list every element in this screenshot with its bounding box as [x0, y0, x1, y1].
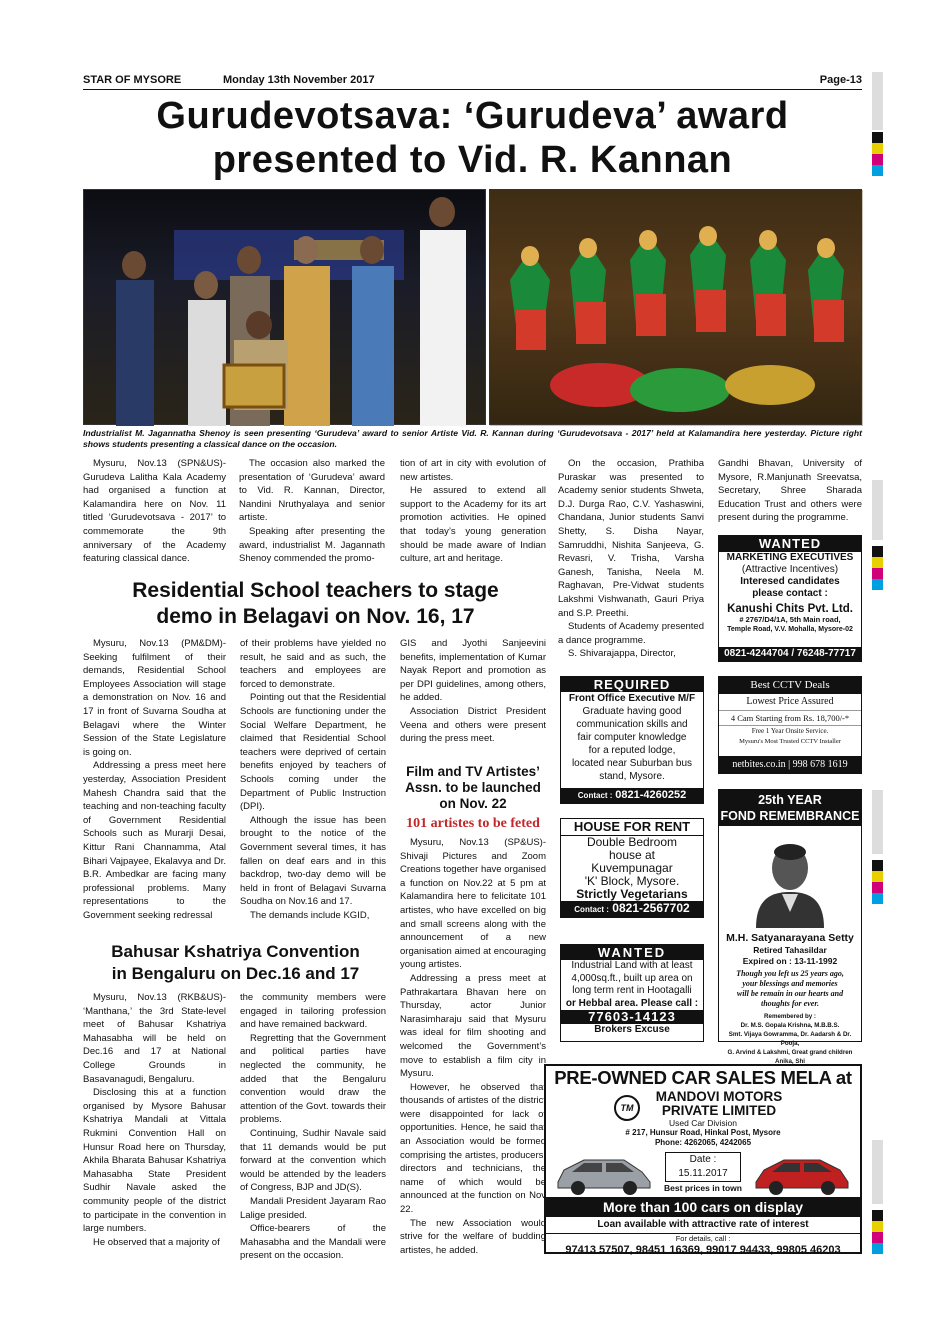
lead-col-5: Gandhi Bhavan, University of Mysore, R.Manjunath Sreevatsa, Secretary, Shree Sharada Education Trust and others were present during the programme.: [718, 458, 862, 524]
film-body: Mysuru, Nov.13 (SP&US)- Shivaji Pictures and Zoom Creations together have organised a function on Nov.22 at 5 pm at Kalamandira here to felicitate 101 artistes, who have excelled on big and small screens along with the announcement of a new organisation aimed at encouraging young artistes. Addressing a press meet at Pathrakartara Bhavan here on Thursday, actor Junior Narasimharaju said that Mysuru was ideal for film shooting and welcomed the Government’s move to establish a film city in Mysuru. However, he observed that thousands of artistes of the district were disappointed for lack of opportunities. Hence, he said that an Association would be formed comprising the artistes, producers, directors and technicians, the name of which would be announced at the function on Nov 22. The new Association would strive for the welfare of budding artistes, he added.: [400, 837, 546, 1256]
page-number: Page-13: [819, 74, 862, 86]
gray-margin-strip: [872, 72, 883, 130]
gray-margin-strip: [872, 790, 883, 854]
bahusar-col-1: Mysuru, Nov.13 (RKB&US)- ‘Manthana,’ the 3rd State-level meet of Bahusar Kshatriya Mahasabha will be held on Dec.16 and 17 at National College Grounds in Basavanagudi, Bengaluru. Disclosing this at a function organised by Mysore Bahusar Kshatriya Mandali at Vittala Rukmini Convention Hall on Hunsur Road here on Thursday, Akhila Bharata Bahusar Kshatriya Mahasabha State President Sudhir Navale asked the community people of the district to participate in the convention in large numbers. He observed that a majority of: [83, 992, 226, 1248]
lead-col-1: Mysuru, Nov.13 (SPN&US)- Gurudeva Lalitha Kala Academy had organised a function at Kalamandira here on Nov. 11 titled ‘Gurudevotsava - 2017’ to commemorate the 9th anniversary of the Academy featuring classical dance.: [83, 458, 226, 565]
film-headline: Film and TV Artistes’ Assn. to be launched on Nov. 22: [405, 764, 541, 811]
ad-remembrance: 25th YEAR FOND REMEMBRANCE M.H. Satyanarayana Setty Retired Tahasildar Expired on : 13-11-1992 Though you left us 25 years ago, your blessings and memories will be remain in our hearts and thoughts for ever. Remembered by : Dr. M.S. Gopala Krishna, M.B.B.S. Smt. Vijaya Gowramma, Dr. Aadarsh & Dr. Pooja, G. Arvind & Lakshmi, Great grand children Anika, Shi: [718, 789, 862, 1042]
gray-margin-strip: [872, 480, 883, 540]
car-left-art: [554, 1152, 654, 1196]
photo-caption: Industrialist M. Jagannatha Shenoy is seen presenting ‘Gurudeva’ award to senior Artiste Vid. R. Kannan during ‘Gurudevotsava - 2017’ held at Kalamandira here yesterday. Picture right shows students presenting a classical dance on the occasion.: [83, 428, 862, 449]
ad-house-for-rent: HOUSE FOR RENT Double Bedroom house at Kuvempunagar 'K' Block, Mysore. Strictly Vegetarians Contact : 0821-2567702: [560, 818, 704, 918]
ad-wanted-land: WANTED Industrial Land with at least 4,000sq.ft., built up area on long term rent in Hootagalli or Hebbal area. Please call : 77603-14123 Brokers Excuse: [560, 944, 704, 1042]
paper-name: STAR OF MYSORE: [83, 74, 182, 86]
color-bar-low: [872, 860, 883, 904]
award-photo: [83, 189, 486, 425]
ad-mandovi-motors: PRE-OWNED CAR SALES MELA at TM MANDOVI MOTORS PRIVATE LIMITED Used Car Division # 217, Hunsur Road, Hinkal Post, Mysore Phone: 4262065, 4242065 Date : 15.11.2017 Best prices in town More than 100 cars on display Loan available with attractive rate of interest For details, call : 97413 57507, 98451 16369, 99017 94433, 99805 46203: [544, 1064, 862, 1254]
car-right: [752, 1152, 852, 1196]
bahusar-col-2: the community members were engaged in tailoring profession and have remained backward. Regretting that the Government and political parties have neglected the community, he added that the Bengaluru convention would draw the attention of the Govt. towards their problems. Continuing, Sudhir Navale said that 11 demands would be put forward at the convention which would be attended by the leaders of Congress, BJP and JD(S). Mandali President Jayaram Rao Lalige presided. Office-bearers of the Mahasabha and the Mandali were present on the occasion.: [240, 992, 386, 1262]
lead-col-2: The occasion also marked the presentation of ‘Gurudeva’ award to Vid. R. Kannan, Director, Nandini Nruthyalaya and senior artiste. Speaking after presenting the award, industrialist M. Jagannath Shenoy commended the promo-: [239, 458, 385, 565]
portrait-art: [742, 832, 838, 928]
car-right-art: [752, 1152, 852, 1196]
residential-col-3: GIS and Jyothi Sanjeevini benefits, implementation of Kumar Nayak Report and promotion as per DPI guidelines, among others, he added. Association District President Veena and others were present during the press meet.: [400, 638, 546, 745]
award-photo-art: [84, 190, 487, 426]
mandovi-logo: TM: [614, 1095, 640, 1121]
portrait: [742, 832, 838, 928]
lead-headline: Gurudevotsava: ‘Gurudeva’ award presented to Vid. R. Kannan: [156, 95, 789, 181]
dance-photo: [489, 189, 862, 425]
color-bar-mid: [872, 546, 883, 590]
residential-col-1: Mysuru, Nov.13 (PM&DM)- Seeking fulfilment of their demands, Residential School Employees Association will stage a demonstration on Nov. 16 and 17 in front of Suvarna Soudha at Belagavi where the Winter Session of the State Legislature is going on. Addressing a press meet here yesterday, Association President Mahesh Chandra said that the teaching and non-teaching faculty of Government Residential Schools such as Murarji Desai, Kittur Rani Channamma, Atal Bihari Vajpayee, Ekalavya and Dr. B.R. Ambedkar are facing many professional problems. Many representations to the Government seeking redressal: [83, 638, 226, 921]
color-bar-bottom: [872, 1210, 883, 1254]
film-subhead: 101 artistes to be feted: [406, 816, 540, 831]
issue-date: Monday 13th November 2017: [223, 74, 375, 86]
residential-headline: Residential School teachers to stage demo in Belagavi on Nov. 16, 17: [132, 579, 499, 628]
lead-col-3: tion of art in city with evolution of new artistes. He assured to extend all support to the Academy for its art promotion activities. He opined that today’s young generation should be made aware of Indian culture, art and heritage.: [400, 458, 546, 565]
car-left: [554, 1152, 654, 1196]
gray-margin-strip: [872, 1140, 883, 1204]
masthead: [83, 74, 862, 90]
ad-required: REQUIRED Front Office Executive M/F Graduate having good communication skills and fair computer knowledge for a reputed lodge, located near Suburban bus stand, Mysore. Contact : 0821-4260252: [560, 676, 704, 804]
bahusar-headline: Bahusar Kshatriya Convention in Bengaluru on Dec.16 and 17: [111, 942, 360, 983]
residential-col-2: of their problems have yielded no result, he said and as such, the teachers and employees are forced to demonstrate. Pointing out that the Residential Schools are functioning under the Social Welfare Department, he claimed that Residential School teachers were deprived of certain benefits enjoyed by teachers of Schools coming under the Department of Public Instruction (DPI). Although the issue has been brought to the notice of the Government several times, it has fallen on deaf ears and in this backdrop, two-day demo will be held in front of Belagavi Suvarna Soudha on Nov.16 and 17. The demands include KGID,: [240, 638, 386, 921]
dance-photo-art: [490, 190, 863, 426]
ad-cctv: Best CCTV Deals Lowest Price Assured 4 Cam Starting from Rs. 18,700/-* Free 1 Year Onsite Service. Mysuru's Most Trusted CCTV Installer netbites.co.in | 998 678 1619: [718, 676, 862, 774]
lead-col-4: On the occasion, Prathiba Puraskar was presented to Academy senior students Shweta, D.J. Durga Rao, C.V. Yashaswini, Chandana, Junior students Sanvi Shetty, S. Disha Nayar, Samruddhi, Nishita Sanjeeva, G. Revasri, V. Trisha, Varsha Ganesh, Tanisha, Neela M. Raghavan, Pre-Vidwat students Lakshmi Vishwanath, Gauri Priya and S.P. Preethi. Students of Academy presented a dance programme. S. Shivarajappa, Director,: [558, 458, 704, 660]
color-bar-top: [872, 132, 883, 176]
ad-wanted-marketing: WANTED MARKETING EXECUTIVES (Attractive Incentives) Interesed candidates please contact : Kanushi Chits Pvt. Ltd. # 2767/D4/1A, 5th Main road, Temple Road, V.V. Mohalla, Mysore-02 0821-4244704 / 76248-77717: [718, 535, 862, 662]
